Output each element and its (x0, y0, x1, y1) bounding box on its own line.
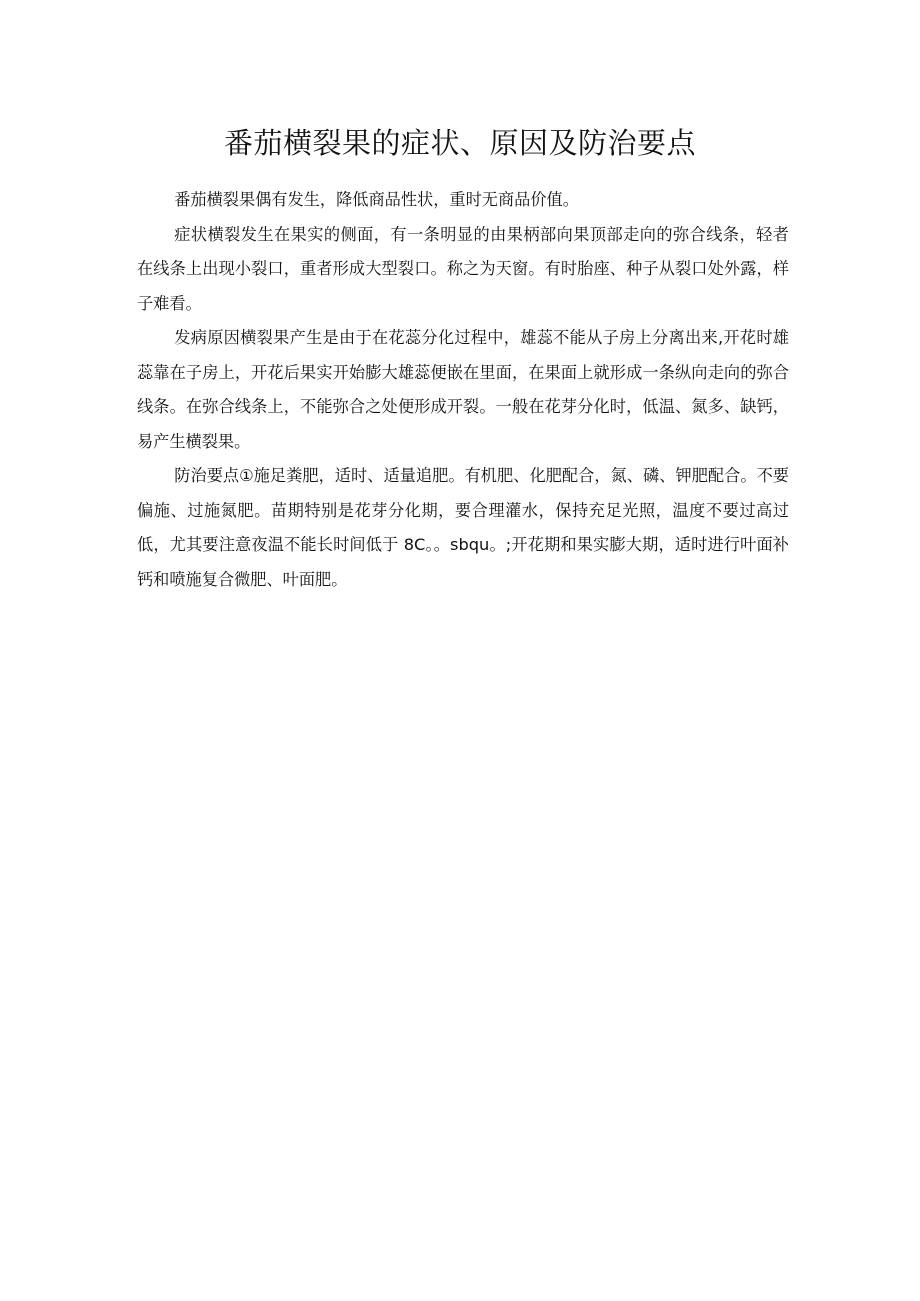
paragraph-intro: 番茄横裂果偶有发生，降低商品性状，重时无商品价值。 (174, 190, 579, 209)
paragraph-causes: 发病原因横裂果产生是由于在花蕊分化过程中，雄蕊不能从子房上分离出来,开花时雄蕊靠在子房上，开花后果实开始膨大雄蕊便嵌在里面，在果面上就形成一条纵向走向的弥合线条。在弥合线条上，不能弥合之处便形成开裂。一般在花芽分化时，低温、氮多、缺钙，易产生横裂果。 (137, 328, 789, 451)
document-body (137, 183, 789, 597)
paragraph-prevention: 防治要点①施足粪肥，适时、适量追肥。有机肥、化肥配合，氮、磷、钾肥配合。不要偏施、过施氮肥。苗期特别是花芽分化期，要合理灌水，保持充足光照，温度不要过高过低，尤其要注意夜温不能长时间低于 8C。。sbqu。;开花期和果实膨大期，适时进行叶面补钙和喷施复合微肥、叶面肥。 (137, 466, 789, 589)
paragraph-symptoms: 症状横裂发生在果实的侧面，有一条明显的由果柄部向果顶部走向的弥合线条，轻者在线条上出现小裂口，重者形成大型裂口。称之为天窗。有时胎座、种子从裂口处外露，样子难看。 (137, 224, 789, 313)
document-title: 番茄横裂果的症状、原因及防治要点 (223, 126, 696, 160)
